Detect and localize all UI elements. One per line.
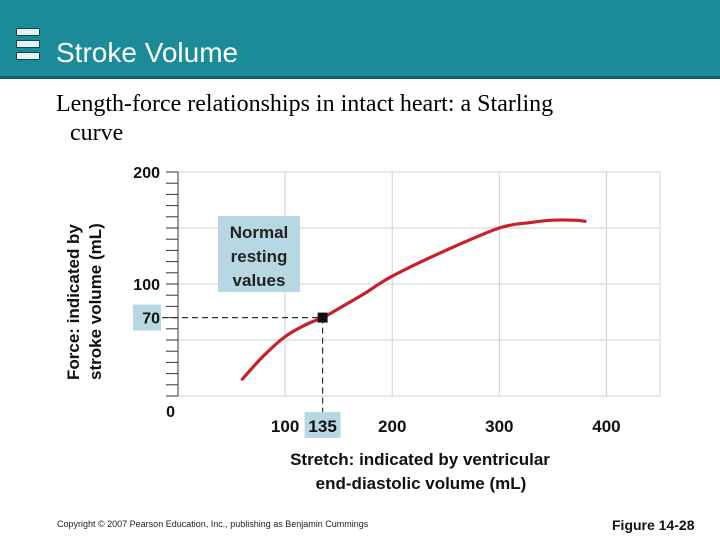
x-axis-label-line-2: end-diastolic volume (mL) (315, 474, 527, 493)
x-tick-label: 400 (592, 417, 621, 436)
y-tick-label: 200 (133, 165, 160, 182)
x-tick-label: 135 (308, 417, 337, 436)
resting-point-marker (318, 313, 328, 323)
subtitle-line-2: curve (70, 120, 124, 146)
figure-label: Figure 14-28 (612, 517, 695, 533)
x-tick-label: 200 (378, 417, 407, 436)
subtitle-line-1: Length-force relationships in intact heart: a Starling (56, 91, 554, 117)
annotation-line: Normal (229, 223, 289, 242)
y-tick-label: 100 (133, 277, 160, 294)
slide-title: Stroke Volume (56, 37, 239, 68)
y-tick-label: 0 (166, 404, 175, 421)
y-axis-label-rest: indicated by (64, 224, 83, 324)
y-tick-label: 70 (142, 310, 160, 328)
x-tick-label: 100 (270, 417, 300, 436)
y-axis-label-bold: Force: (64, 328, 83, 380)
x-axis-label-rest: indicated by ventricular (359, 450, 550, 469)
x-axis-label-bold: Stretch: (290, 450, 355, 469)
x-tick-label: 300 (485, 417, 514, 436)
x-axis-label-line-1 (290, 450, 550, 469)
annotation-line: values (232, 271, 286, 290)
y-axis-label-line-1 (64, 224, 83, 380)
annotation-line: resting (230, 247, 288, 266)
y-axis-label-line-2: stroke volume (mL) (86, 223, 105, 380)
copyright-notice: Copyright © 2007 Pearson Education, Inc., publishing as Benjamin Cummings (57, 519, 369, 529)
